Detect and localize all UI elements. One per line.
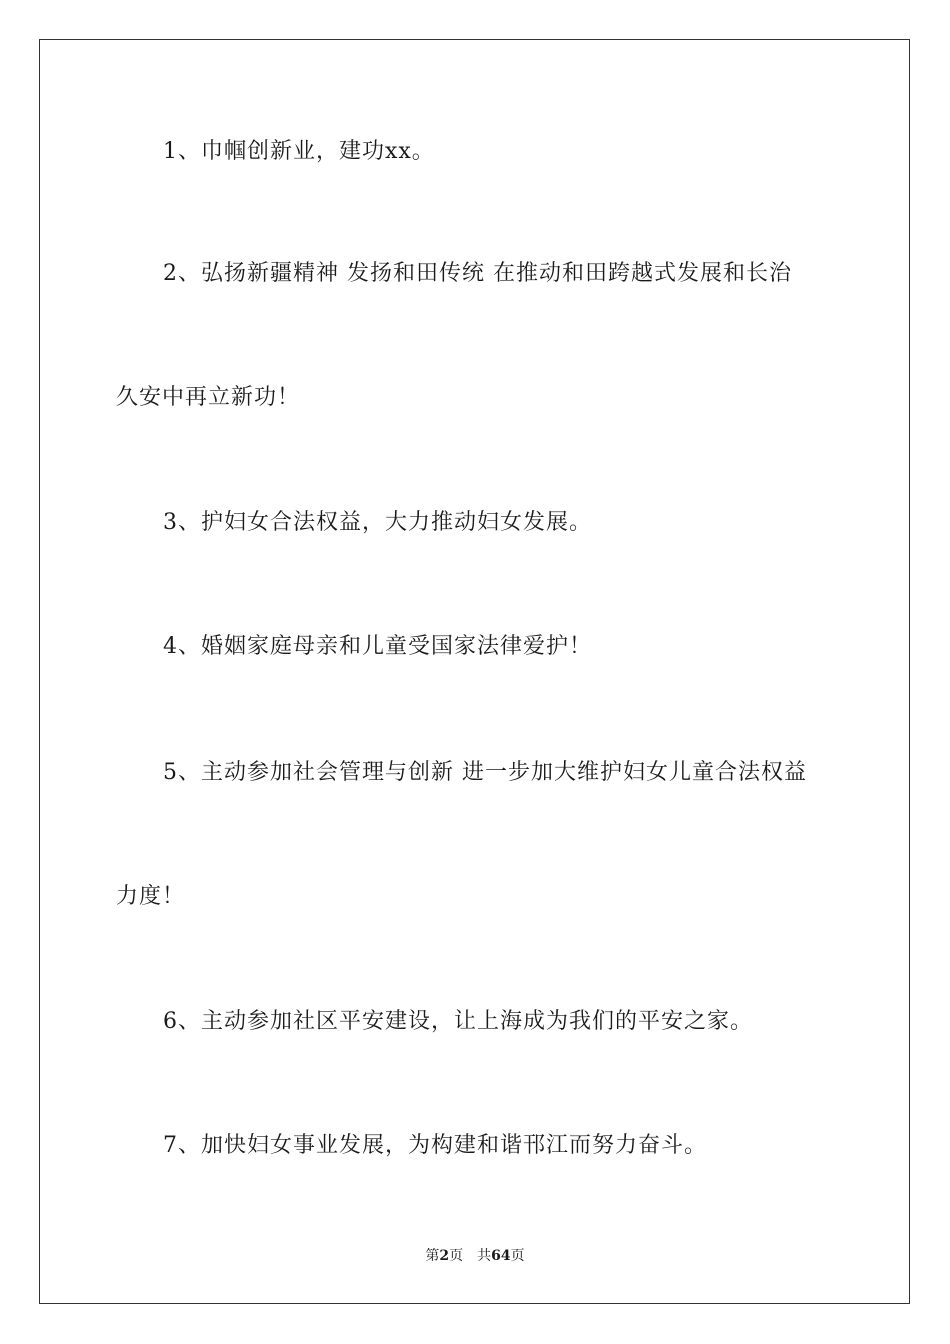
slogan-line-2-continued: 久安中再立新功！ [116, 385, 301, 410]
slogan-line-3: 3、护妇女合法权益，大力推动妇女发展。 [163, 510, 592, 535]
slogan-line-2: 2、弘扬新疆精神 发扬和田传统 在推动和田跨越式发展和长治 [163, 261, 792, 286]
page-suffix: 页 [449, 1248, 464, 1264]
page-frame [39, 39, 910, 1304]
slogan-line-5-continued: 力度！ [116, 884, 186, 909]
total-pages: 64 [491, 1248, 511, 1264]
total-suffix: 页 [510, 1248, 525, 1264]
page-footer [0, 1246, 950, 1266]
slogan-line-4: 4、婚姻家庭母亲和儿童受国家法律爱护！ [163, 634, 592, 659]
slogan-line-7: 7、加快妇女事业发展，为构建和谐邗江而努力奋斗。 [163, 1133, 707, 1158]
page-prefix: 第 [425, 1248, 440, 1264]
slogan-line-1: 1、巾帼创新业，建功xx。 [163, 139, 435, 164]
slogan-line-6: 6、主动参加社区平安建设，让上海成为我们的平安之家。 [163, 1009, 753, 1034]
total-prefix: 共 [477, 1248, 492, 1264]
page-number: 2 [439, 1248, 450, 1264]
slogan-line-5: 5、主动参加社会管理与创新 进一步加大维护妇女儿童合法权益 [163, 760, 807, 785]
